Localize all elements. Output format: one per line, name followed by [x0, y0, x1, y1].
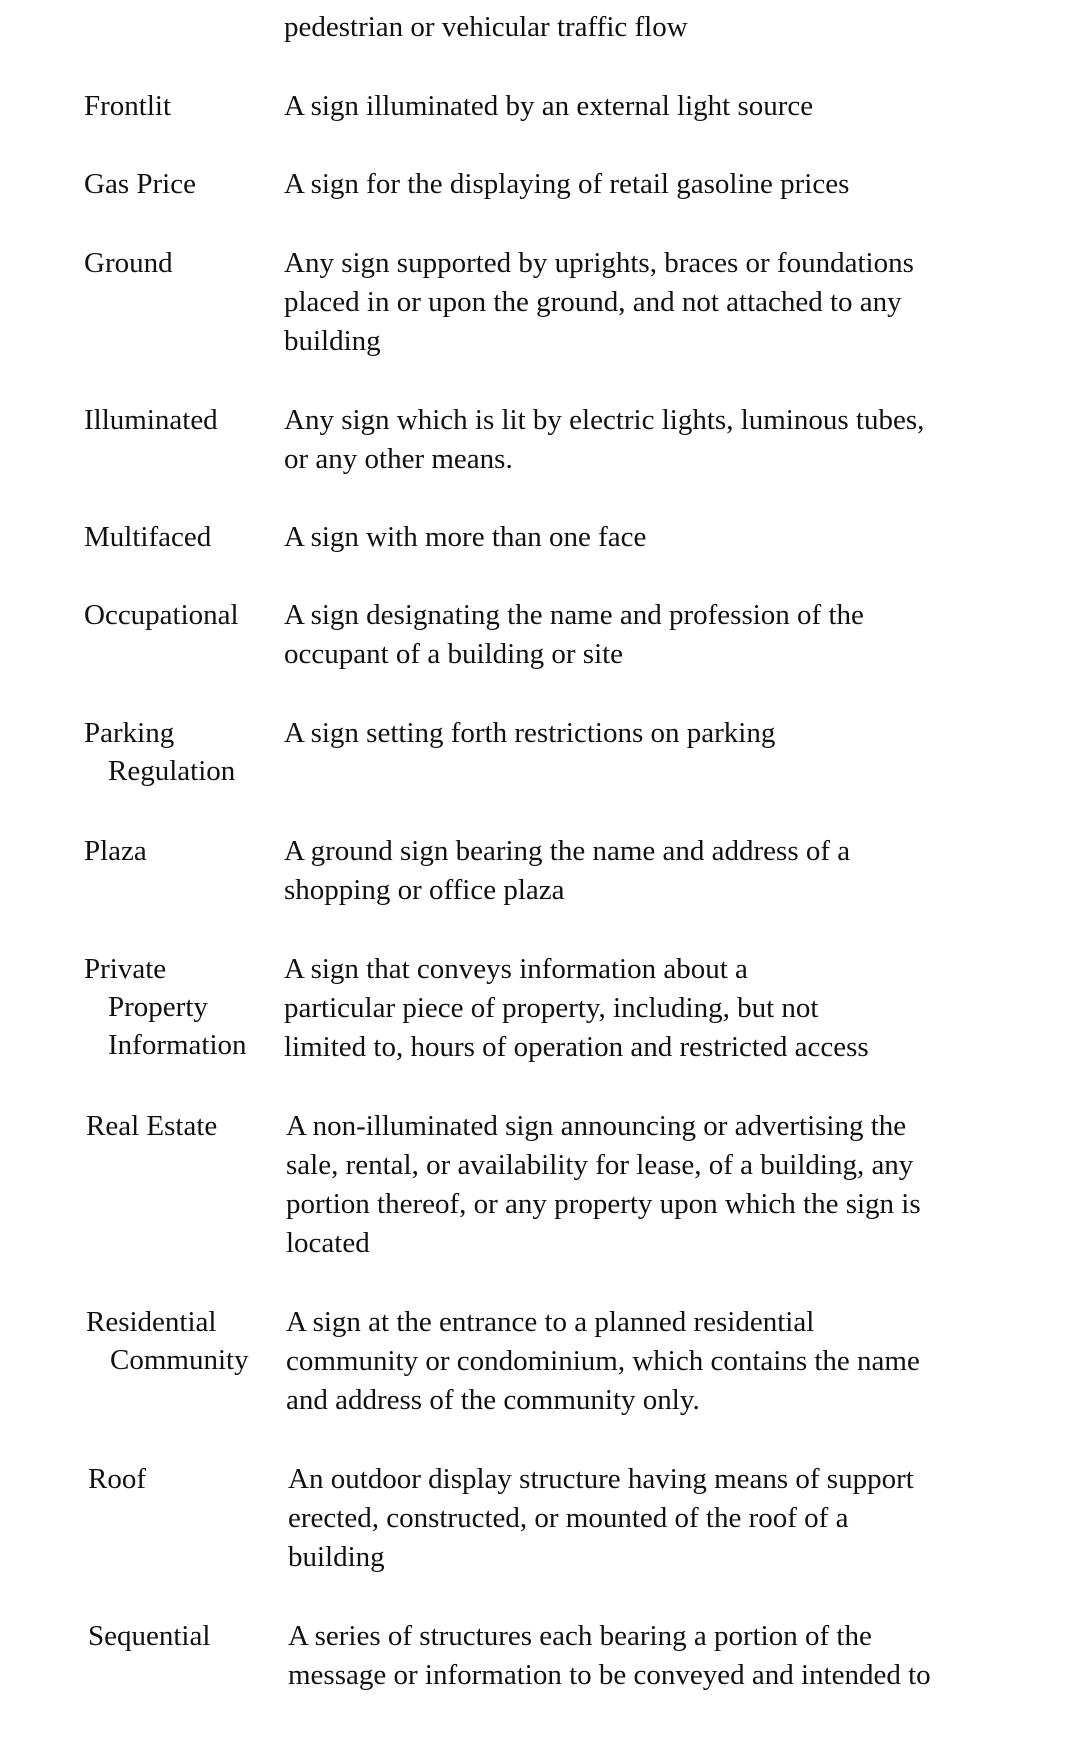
term-frontlit: Frontlit: [84, 90, 172, 122]
term-plaza: Plaza: [84, 835, 147, 867]
term-parking-regulation: Parking Regulation: [84, 717, 236, 787]
definition-illuminated: Any sign which is lit by electric lights, luminous tubes, or any other means.: [284, 404, 925, 475]
definition-frontlit: A sign illuminated by an external light source: [284, 90, 814, 122]
continuation-text: pedestrian or vehicular traffic flow: [284, 11, 688, 43]
definition-multifaced: A sign with more than one face: [284, 521, 647, 553]
term-ground: Ground: [84, 247, 173, 279]
definition-roof: An outdoor display structure having means of support erected, constructed, or mounted of the roof of a building: [288, 1463, 914, 1573]
term-occupational: Occupational: [84, 599, 239, 631]
term-multifaced: Multifaced: [84, 521, 212, 553]
definition-private-property-information: A sign that conveys information about a particular piece of property, including, but not limited to, hours of operation and restricted access: [284, 953, 869, 1063]
definition-occupational: A sign designating the name and profession of the occupant of a building or site: [284, 599, 864, 670]
term-roof: Roof: [88, 1463, 146, 1495]
definition-gas-price: A sign for the displaying of retail gasoline prices: [284, 168, 850, 200]
definition-residential-community: A sign at the entrance to a planned residential community or condominium, which contains the name and address of the community only.: [286, 1306, 920, 1416]
term-gas-price: Gas Price: [84, 168, 196, 200]
definition-sequential: A series of structures each bearing a portion of the message or information to be conveyed and intended to: [288, 1620, 931, 1691]
definition-real-estate: A non-illuminated sign announcing or advertising the sale, rental, or availability for lease, of a building, any portion thereof, or any property upon which the sign is located: [286, 1110, 921, 1259]
definition-plaza: A ground sign bearing the name and address of a shopping or office plaza: [284, 835, 851, 906]
term-illuminated: Illuminated: [84, 404, 218, 436]
definition-ground: Any sign supported by uprights, braces or foundations placed in or upon the ground, and not attached to any building: [284, 247, 914, 357]
definition-parking-regulation: A sign setting forth restrictions on parking: [284, 717, 776, 749]
term-real-estate: Real Estate: [86, 1110, 218, 1142]
term-sequential: Sequential: [88, 1620, 211, 1652]
term-residential-community: Residential Community: [86, 1306, 249, 1376]
term-private-property-information: Private Property Information: [84, 953, 247, 1061]
